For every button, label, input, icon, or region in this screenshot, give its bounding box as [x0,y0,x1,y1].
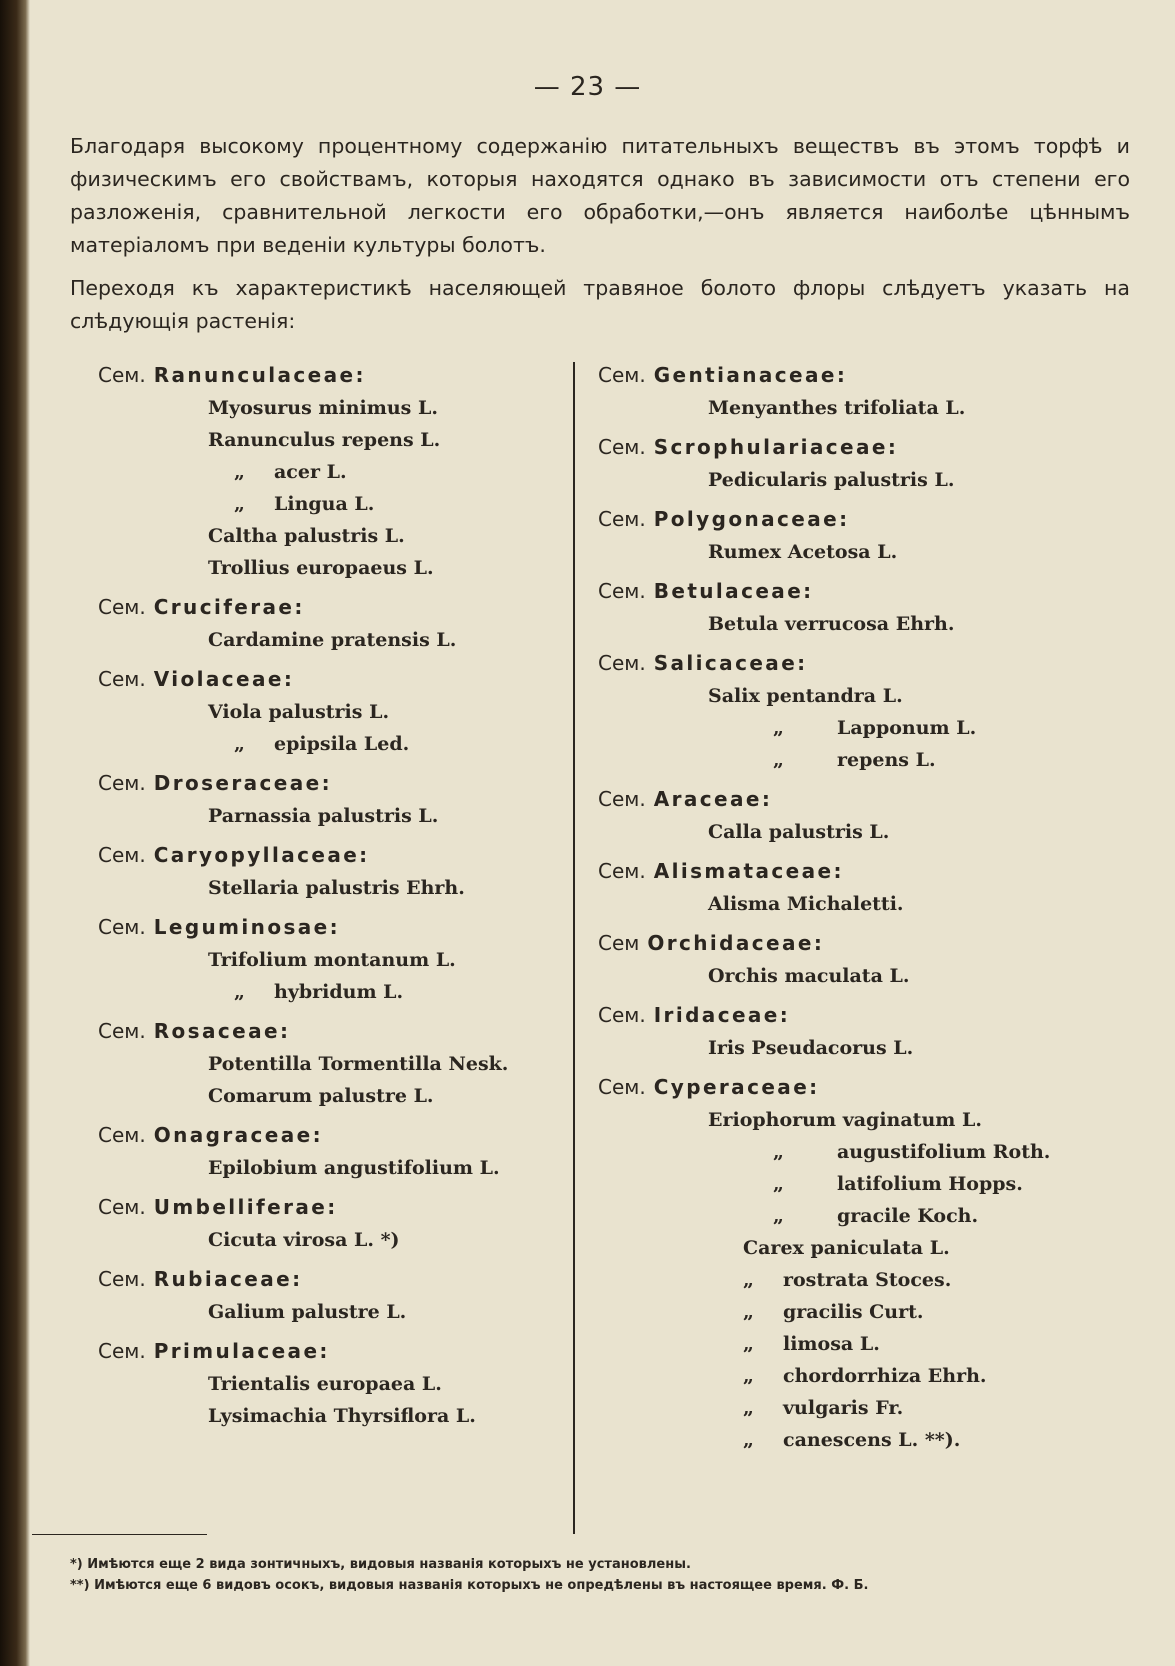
family-label: Сем [598,931,640,955]
family-label: Сем. [98,771,146,795]
species-entry [598,1168,1118,1200]
species-name: hybridum L. [274,981,404,1003]
species-entry [98,696,568,728]
family-heading [598,430,1118,464]
left-species-column [98,352,568,1432]
species-name: Viola palustris L. [208,701,390,723]
ditto-mark: „ [773,749,784,771]
family-name: Violaceae: [153,667,295,691]
species-name: Cicuta virosa L. *) [208,1229,400,1251]
family-heading [98,910,568,944]
paragraph-peat-value: Благодаря высокому процентному содержанію питательныхъ веществъ въ этомъ торфѣ и физическимъ его свойствамъ, которыя находятся однако въ зависимости отъ степени его разложенія, сравнительной легкости его обработки,—онъ является наиболѣе цѣннымъ матеріаломъ при веденіи культуры болотъ. [70,134,1130,257]
family-label: Сем. [598,1003,646,1027]
family-heading [98,358,568,392]
family-name: Caryopyllaceae: [153,843,370,867]
family-label: Сем. [98,363,146,387]
ditto-mark: „ [743,1333,754,1355]
family-name: Cruciferae: [153,595,305,619]
species-entry [98,456,568,488]
species-name: Calla palustris L. [708,821,890,843]
family-label: Сем. [598,579,646,603]
species-name: Potentilla Tormentilla Nesk. [208,1053,509,1075]
family-name: Droseraceae: [153,771,333,795]
ditto-mark: „ [234,733,245,755]
ditto-mark: „ [743,1397,754,1419]
family-label: Сем. [98,1339,146,1363]
family-label: Сем. [598,363,646,387]
family-label: Сем. [98,1019,146,1043]
family-heading [598,502,1118,536]
species-name: epipsila Led. [274,733,410,755]
family-heading [98,1190,568,1224]
species-name: Stellaria palustris Ehrh. [208,877,465,899]
family-name: Gentianaceae: [653,363,848,387]
species-entry [98,1152,568,1184]
species-name: Lysimachia Thyrsiflora L. [208,1405,476,1427]
ditto-mark: „ [743,1429,754,1451]
species-entry [598,744,1118,776]
family-heading [98,1014,568,1048]
family-name: Umbelliferae: [153,1195,338,1219]
family-heading [98,766,568,800]
family-name: Alismataceae: [653,859,844,883]
species-name: Trifolium montanum L. [208,949,456,971]
species-name: Epilobium angustifolium L. [208,1157,500,1179]
family-heading [98,662,568,696]
species-name: Ranunculus repens L. [208,429,441,451]
species-name: Iris Pseudacorus L. [708,1037,914,1059]
family-heading [598,926,1118,960]
family-name: Araceae: [653,787,773,811]
species-entry [598,960,1118,992]
species-entry [598,1200,1118,1232]
species-entry [598,1232,1118,1264]
species-name: gracile Koch. [837,1205,979,1227]
species-name: rostrata Stoces. [783,1269,952,1291]
species-name: Orchis maculata L. [708,965,910,987]
species-name: Trientalis europaea L. [208,1373,442,1395]
family-label: Сем. [98,1267,146,1291]
species-entry [598,888,1118,920]
species-entry [98,1080,568,1112]
family-name: Polygonaceae: [653,507,850,531]
ditto-mark: „ [234,493,245,515]
ditto-mark: „ [743,1365,754,1387]
family-name: Salicaceae: [653,651,808,675]
family-name: Primulaceae: [153,1339,330,1363]
species-name: limosa L. [783,1333,880,1355]
family-name: Scrophulariaceae: [653,435,899,459]
family-label: Сем. [98,1123,146,1147]
family-label: Сем. [98,843,146,867]
species-entry [98,1048,568,1080]
species-entry [598,680,1118,712]
species-name: Galium palustre L. [208,1301,407,1323]
ditto-mark: „ [743,1301,754,1323]
right-species-column [598,352,1118,1456]
species-name: Lapponum L. [837,717,977,739]
species-entry [598,1296,1118,1328]
ditto-mark: „ [773,1173,784,1195]
species-entry [598,392,1118,424]
family-label: Сем. [98,595,146,619]
species-name: Carex paniculata L. [743,1237,950,1259]
family-heading [98,590,568,624]
family-heading [98,1334,568,1368]
family-name: Rosaceae: [153,1019,291,1043]
family-name: Cyperaceae: [653,1075,820,1099]
species-entry [598,1264,1118,1296]
family-label: Сем. [598,435,646,459]
ditto-mark: „ [773,1205,784,1227]
family-label: Сем. [98,1195,146,1219]
species-entry [98,488,568,520]
family-label: Сем. [98,915,146,939]
species-entry [98,552,568,584]
family-name: Betulaceae: [653,579,814,603]
species-entry [598,1032,1118,1064]
ditto-mark: „ [773,1141,784,1163]
page-number: — 23 — [533,72,642,102]
species-entry [98,944,568,976]
species-name: augustifolium Roth. [837,1141,1051,1163]
family-name: Iridaceae: [653,1003,791,1027]
species-name: Alisma Michaletti. [708,893,904,915]
species-name: acer L. [274,461,347,483]
species-entry [98,976,568,1008]
species-entry [598,464,1118,496]
species-entry [98,1400,568,1432]
species-name: Pedicularis palustris L. [708,469,955,491]
family-name: Onagraceae: [153,1123,324,1147]
family-heading [98,1262,568,1296]
species-entry [598,1104,1118,1136]
species-entry [598,608,1118,640]
family-label: Сем. [98,667,146,691]
species-name: Rumex Acetosa L. [708,541,898,563]
species-name: Caltha palustris L. [208,525,405,547]
family-heading [598,1070,1118,1104]
family-label: Сем. [598,651,646,675]
family-heading [98,1118,568,1152]
species-name: chordorrhiza Ehrh. [783,1365,987,1387]
species-name: Cardamine pratensis L. [208,629,457,651]
species-entry [598,816,1118,848]
species-entry [98,1296,568,1328]
species-entry [98,728,568,760]
species-name: gracilis Curt. [783,1301,924,1323]
family-name: Ranunculaceae: [153,363,366,387]
species-name: Menyanthes trifoliata L. [708,397,966,419]
species-entry [98,624,568,656]
species-entry [98,872,568,904]
family-name: Orchidaceae: [647,931,825,955]
family-heading [598,782,1118,816]
family-heading [98,838,568,872]
family-heading [598,574,1118,608]
paragraph-flora-intro: Переходя къ характеристикѣ населяющей травяное болото флоры слѣдуетъ указать на слѣдующія растенія: [70,276,1130,333]
species-name: Betula verrucosa Ehrh. [708,613,955,635]
family-label: Сем. [598,859,646,883]
species-name: latifolium Hopps. [837,1173,1023,1195]
species-entry [598,1360,1118,1392]
species-name: Myosurus minimus L. [208,397,438,419]
ditto-mark: „ [234,461,245,483]
family-label: Сем. [598,1075,646,1099]
species-entry [98,1224,568,1256]
family-heading [598,998,1118,1032]
species-entry [98,520,568,552]
species-entry [598,536,1118,568]
species-entry [98,392,568,424]
family-heading [598,854,1118,888]
species-entry [598,1392,1118,1424]
footnote-rule [32,1534,207,1535]
family-name: Rubiaceae: [153,1267,303,1291]
species-entry [598,1424,1118,1456]
species-entry [598,1136,1118,1168]
species-name: Salix pentandra L. [708,685,903,707]
family-heading [598,358,1118,392]
column-divider [573,362,575,1534]
family-label: Сем. [598,787,646,811]
species-entry [98,1368,568,1400]
species-entry [598,1328,1118,1360]
family-name: Leguminosae: [153,915,341,939]
species-entry [598,712,1118,744]
species-name: Parnassia palustris L. [208,805,439,827]
species-entry [98,424,568,456]
family-label: Сем. [598,507,646,531]
ditto-mark: „ [743,1269,754,1291]
footnote-carex: **) Имѣются еще 6 видовъ осокъ, видовыя названія которыхъ не опредѣлены въ настоящее время. Ф. Б. [70,1578,869,1593]
footnote-umbelliferae: *) Имѣются еще 2 вида зонтичныхъ, видовыя названія которыхъ не установлены. [70,1557,691,1572]
ditto-mark: „ [773,717,784,739]
species-name: canescens L. **). [783,1429,961,1451]
species-entry [98,800,568,832]
ditto-mark: „ [234,981,245,1003]
family-heading [598,646,1118,680]
species-name: vulgaris Fr. [783,1397,904,1419]
species-name: Lingua L. [274,493,375,515]
species-name: Eriophorum vaginatum L. [708,1109,982,1131]
species-name: Comarum palustre L. [208,1085,434,1107]
species-name: Trollius europaeus L. [208,557,434,579]
species-name: repens L. [837,749,936,771]
book-spine-shadow [0,0,30,1666]
